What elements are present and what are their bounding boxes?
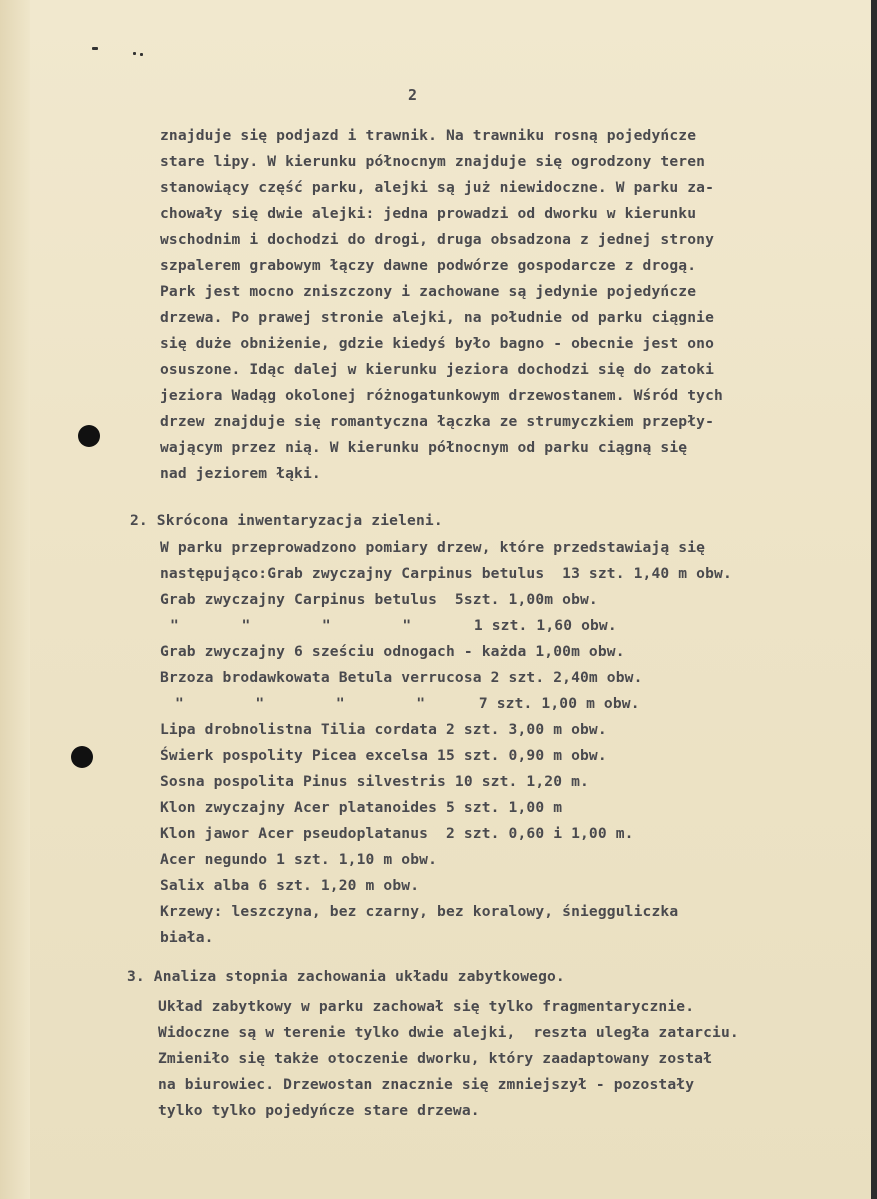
text-line: Krzewy: leszczyna, bez czarny, bez koralowy, śniegguliczka bbox=[160, 903, 679, 920]
text-line: jeziora Wadąg okolonej różnogatunkowym drzewostanem. Wśród tych bbox=[160, 387, 723, 404]
text-line: Układ zabytkowy w parku zachował się tylko fragmentarycznie. bbox=[158, 998, 695, 1015]
text-line: Zmieniło się także otoczenie dworku, który zaadaptowany został bbox=[158, 1050, 713, 1067]
text-line: " " " " 7 szt. 1,00 m obw. bbox=[175, 695, 640, 712]
text-line: Lipa drobnolistna Tilia cordata 2 szt. 3,00 m obw. bbox=[160, 721, 607, 738]
text-line: chowały się dwie alejki: jedna prowadzi od dworku w kierunku bbox=[160, 205, 697, 222]
text-line: 2. Skrócona inwentaryzacja zieleni. bbox=[130, 512, 443, 529]
text-line: biała. bbox=[160, 929, 214, 946]
text-line: nad jeziorem łąki. bbox=[160, 465, 321, 482]
text-line: Park jest mocno zniszczony i zachowane są jedynie pojedyńcze bbox=[160, 283, 697, 300]
punch-hole-lower bbox=[71, 746, 93, 768]
text-line: osuszone. Idąc dalej w kierunku jeziora dochodzi się do zatoki bbox=[160, 361, 715, 378]
text-line: na biurowiec. Drzewostan znacznie się zmniejszył - pozostały bbox=[158, 1076, 695, 1093]
text-line: wającym przez nią. W kierunku północnym od parku ciągną się bbox=[160, 439, 688, 456]
text-line: stanowiący część parku, alejki są już niewidoczne. W parku za- bbox=[160, 179, 715, 196]
text-line: drzew znajduje się romantyczna łączka ze strumyczkiem przepły- bbox=[160, 413, 715, 430]
text-line: Grab zwyczajny Carpinus betulus 5szt. 1,00m obw. bbox=[160, 591, 598, 608]
page-number: 2 bbox=[408, 86, 418, 104]
ink-speck bbox=[92, 47, 98, 50]
text-line: Widoczne są w terenie tylko dwie alejki, reszta uległa zatarciu. bbox=[158, 1024, 739, 1041]
paper-right-edge bbox=[871, 0, 877, 1199]
text-line: tylko tylko pojedyńcze stare drzewa. bbox=[158, 1102, 480, 1119]
text-line: się duże obniżenie, gdzie kiedyś było bagno - obecnie jest ono bbox=[160, 335, 715, 352]
text-line: Sosna pospolita Pinus silvestris 10 szt. 1,20 m. bbox=[160, 773, 589, 790]
punch-hole-upper bbox=[78, 425, 100, 447]
text-line: stare lipy. W kierunku północnym znajduje się ogrodzony teren bbox=[160, 153, 706, 170]
text-line: szpalerem grabowym łączy dawne podwórze gospodarcze z drogą. bbox=[160, 257, 697, 274]
ink-speck bbox=[140, 53, 143, 56]
text-line: drzewa. Po prawej stronie alejki, na południe od parku ciągnie bbox=[160, 309, 715, 326]
text-line: Klon zwyczajny Acer platanoides 5 szt. 1,00 m bbox=[160, 799, 563, 816]
text-line: Klon jawor Acer pseudoplatanus 2 szt. 0,60 i 1,00 m. bbox=[160, 825, 634, 842]
text-line: znajduje się podjazd i trawnik. Na trawniku rosną pojedyńcze bbox=[160, 127, 697, 144]
text-line: Salix alba 6 szt. 1,20 m obw. bbox=[160, 877, 420, 894]
text-line: W parku przeprowadzono pomiary drzew, które przedstawiają się bbox=[160, 539, 706, 556]
paper-left-edge bbox=[0, 0, 30, 1199]
text-line: Grab zwyczajny 6 sześciu odnogach - każda 1,00m obw. bbox=[160, 643, 625, 660]
text-line: następująco:Grab zwyczajny Carpinus betulus 13 szt. 1,40 m obw. bbox=[160, 565, 732, 582]
text-line: 3. Analiza stopnia zachowania układu zabytkowego. bbox=[127, 968, 565, 985]
text-line: " " " " 1 szt. 1,60 obw. bbox=[170, 617, 617, 634]
ink-speck bbox=[133, 52, 136, 55]
text-line: Świerk pospolity Picea excelsa 15 szt. 0,90 m obw. bbox=[160, 747, 607, 764]
text-line: wschodnim i dochodzi do drogi, druga obsadzona z jednej strony bbox=[160, 231, 715, 248]
text-line: Brzoza brodawkowata Betula verrucosa 2 szt. 2,40m obw. bbox=[160, 669, 643, 686]
text-line: Acer negundo 1 szt. 1,10 m obw. bbox=[160, 851, 438, 868]
